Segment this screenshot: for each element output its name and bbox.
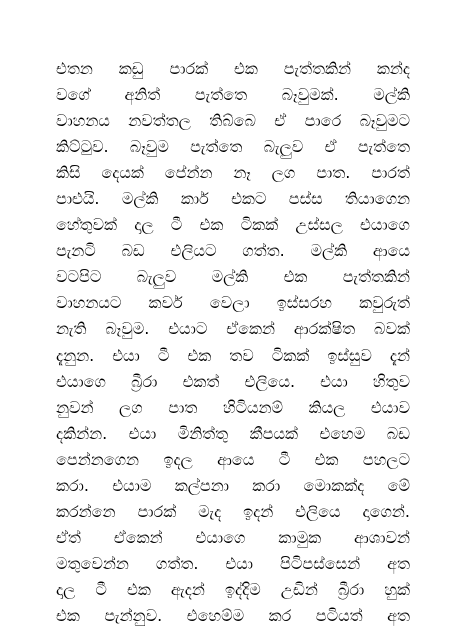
text-line: එතන කඩු පාරක් එක පැත්තකින් කන්ද: [56, 59, 410, 78]
text-line: දකින්න. එයා මිනිත්තු කීපයක් එහෙම බඩ: [56, 423, 410, 443]
text-line: දැනුන. එයා ටී එක තව ටිකක් ඉස්සුව දැන්: [56, 345, 410, 365]
text-line: ඒත් ඒකෙන් එයාගෙ කාමුක ආශාවන්: [56, 527, 410, 547]
text-line: කිට්ටුව. බෑවුම පැත්තෙ බැලුව ඒ පැත්තෙ: [56, 137, 410, 157]
text-line: මතුවෙන්න ගත්ත. එයා පිටිපස්සෙන් අත: [56, 553, 410, 573]
body-text: [56, 56, 410, 629]
text-line: දාල ටී එක ඇදන් ඉද්දිම උඩින් බ්‍රීරා හුක්: [56, 579, 410, 599]
text-line: කිසි දෙයක් පේන්න නෑ ලග පාත. පාරත්: [56, 163, 410, 183]
text-line: වාහනය නවත්තල තිබ්බෙ ඒ පාරෙ බෑවුමට: [56, 111, 410, 131]
text-line: වාහනයට කවර් වෙලා ඉස්සරහ කවුරුත්: [56, 293, 410, 313]
text-line: එක පැන්නුව. එහෙම්ම කර පටියත් අත: [56, 605, 410, 625]
text-line: නුවන් ලග පාත හිටියනම් කියල එයාව: [56, 397, 410, 417]
text-line: වටපිට බැලුව මල්කි එක පැත්තකින්: [56, 267, 410, 287]
text-line: වගේ අනිත් පැත්තෙ බෑවුමක්. මල්කි: [56, 85, 410, 105]
text-line: පාළුයි. මල්කි කාර් එකට පස්ස තියාගෙන: [56, 189, 410, 209]
text-line: පැනටි බඩ එලියට ගත්ත. මල්කි ආයෙ: [56, 241, 410, 261]
text-line: නැති බෑවුම. එයාට ඒකෙන් ආරක්ෂිත බවක්: [56, 319, 410, 339]
text-line: පෙන්නගෙන ඉදල ආයෙ ටී එක පහලට: [56, 449, 410, 469]
text-line: කරා. එයාම කල්පනා කරා මොකක්ද මේ: [56, 475, 410, 495]
text-line: එයාගෙ බ්‍රීරා එකත් එලියෙ. එයා හිතුව: [56, 371, 410, 391]
text-line: කරන්නෙ පාරක් මැද ඉදන් එලියෙ දාගෙන්.: [56, 501, 410, 521]
text-line: හේතුවක් දාල ටී එක ටිකක් උස්සල එයාගෙ: [56, 215, 410, 235]
